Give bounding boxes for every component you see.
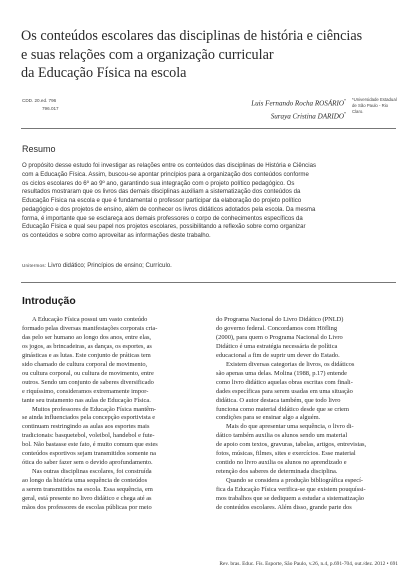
abstract-line: forma, é importante que se esclareça aos demais professores o corpo de conhecimentos específicos da [22,214,303,222]
body-line: de conteúdos escolares. Além disso, grande parte dos [216,504,352,512]
affiliation-line: *Universidade Estadual [352,97,397,102]
body-line: (2000), para quem o Programa Nacional do Livro [216,333,343,341]
author-name: Suraya Cristina DARIDO* [270,111,346,121]
abstract-line: os conteúdos e sobre como aproveitar as informações deste trabalho. [22,232,211,239]
body-line: ótica do saber fazer sem o devido aprofundamento. [22,459,153,467]
cdd-classification [22,97,59,112]
body-line: de apoio com textos, gravuras, tabelas, artigos, entrevistas, [216,441,367,449]
body-line: são apenas uma delas. Molina (1988, p.17) entende [216,369,347,377]
body-line: se ainda influenciados pela concepção esportivista e [22,414,156,422]
body-line: outros. Sendo um conjunto de saberes diversificado [22,378,154,386]
abstract-line: Educação Física e qual seu papel nos projetos escolares, possibilitando a reflexão sobre como organizar [22,223,306,231]
body-line: Existem diversas categorias de livros, os didáticos [226,360,355,368]
body-line: dático também auxilia os alunos sendo um material [216,432,348,440]
body-line: Quando se considera a produção bibliográfica especí- [226,477,363,485]
keywords-text: Livro didático; Princípios de ensino; Currículo. [46,262,172,269]
body-line: fotos, músicas, filmes, sites e exercícios. Esse material [216,450,356,458]
page-footer: Rev. bras. Educ. Fís. Esporte, São Paulo, v.26, n.4, p.691-704, out./dez. 2012 • 691 [219,561,398,567]
body-line: mãos dos professores de escolas públicas por meio [22,504,152,512]
cdd-line: 796.017 [42,105,59,111]
abstract-line: Educação Física na escola e que é fundamental o professor participar da elaboração do projeto político [22,197,302,204]
body-line: educacional a fim de suprir um dever do Estado. [216,351,340,359]
author-name: Luis Fernando Rocha ROSÁRIO* [251,98,346,108]
body-line: bol. Não bastasse este fato, é muito comum que estes [22,441,158,449]
body-line: A Educação Física possui um vasto conteúdo [32,316,148,323]
body-line: formado pelas diversas manifestações corporais cria- [22,324,158,332]
article-title [21,27,396,83]
body-line: continuam restringindo as aulas aos esportes mais [22,423,150,431]
title-line: da Educação Física na escola [21,65,187,81]
body-line: os jogos, as brincadeiras, as danças, os esportes, as [22,342,152,350]
abstract-line: O propósito desse estudo foi investigar as relações entre os conteúdos das disciplinas de História e Ciências [22,162,317,169]
body-column-right [216,316,396,513]
body-line: retenção dos saberes de determinada disciplina. [216,468,338,476]
affiliation-note [352,97,404,116]
body-line: tante seu tratamento nas aulas de Educação Física. [22,396,151,404]
abstract-line: pedagógico e dos projetos de ensino, além de conhecer os livros didáticos adotados pela escola. Da mesma [22,205,316,213]
body-line: e riquíssimo, consideramos extremamente impor- [22,387,149,395]
body-line: mos trabalhos que se dediquem a estudar a sistematização [216,495,364,503]
body-line: fica da Educação Física verifica-se que existem pouquíssi- [216,486,366,494]
body-line: a serem transmitidos na escola. Essa sequência, em [22,486,153,494]
body-line: ao longo da história uma sequência de conteúdos [22,477,148,485]
body-line: contido no livro auxilia os alunos no aprendizado e [216,459,347,467]
body-line: dades específicas para serem usadas em uma situação [216,387,353,395]
body-line: geral, está presente no livro didático e chega até as [22,495,152,503]
abstract-line: resultados mostraram que os livros das demais disciplinas auxiliam a sistematização dos conteúdos da [22,188,301,196]
body-line: do Programa Nacional do Livro Didático (PNLD) [216,316,344,323]
body-line: como livro didático aquelas obras escritas com finali- [216,378,353,386]
title-line: e suas relações com a organização curricular [21,46,274,63]
section-divider [21,128,396,129]
abstract-line: os ciclos escolares do 6º ao 9º ano, garantindo sua integração com o projeto político pedagógico. Os [22,179,295,187]
body-line: conteúdos esportivos sejam transmitidos somente na [22,450,157,458]
body-line: sido chamado de cultura corporal de movimento, [22,360,148,368]
body-line: Didático é uma estratégia necessária de política [216,342,338,350]
body-line: ou cultura corporal, ou cultura de movimento, entre [22,369,154,377]
body-line: do governo federal. Concordamos com Höfling [216,324,338,332]
body-line: condições para se ensinar algo a alguém. [216,414,321,422]
keywords [22,262,172,269]
abstract-line: com a Educação Física. Assim, buscou-se apontar princípios para a organização dos conteúdos conforme [22,170,309,178]
body-line: tradicionais: basquetebol, voleibol, handebol e fute- [22,432,155,440]
body-line: funciona como material didático desde que se criem [216,405,349,413]
author-list [251,96,346,122]
body-column-left [22,316,202,513]
body-line: ginásticas e as lutas. Este conjunto de práticas tem [22,351,151,359]
affiliation-line: de São Paulo - Rio [352,103,389,109]
section-divider [21,282,396,283]
body-line: Mais do que apresentar uma sequência, o livro di- [226,423,354,431]
introduction-heading: Introdução [22,296,76,307]
keywords-label: Unitermos: [22,263,47,268]
abstract-heading: Resumo [22,144,56,154]
abstract-body [22,162,396,241]
affiliation-line: Claro. [352,109,364,115]
body-line: Nas outras disciplinas escolares, foi construída [32,468,152,476]
cdd-line: CDD. 20.ed. 796 [22,98,57,103]
body-line: das pelo ser humano ao longo dos anos, entre elas, [22,333,152,341]
body-line: Muitos professores de Educação Física mantêm- [32,405,157,413]
title-line: Os conteúdos escolares das disciplinas de história e ciências [21,28,363,44]
body-line: didática. O autor destaca também, que todo livro [216,396,341,404]
